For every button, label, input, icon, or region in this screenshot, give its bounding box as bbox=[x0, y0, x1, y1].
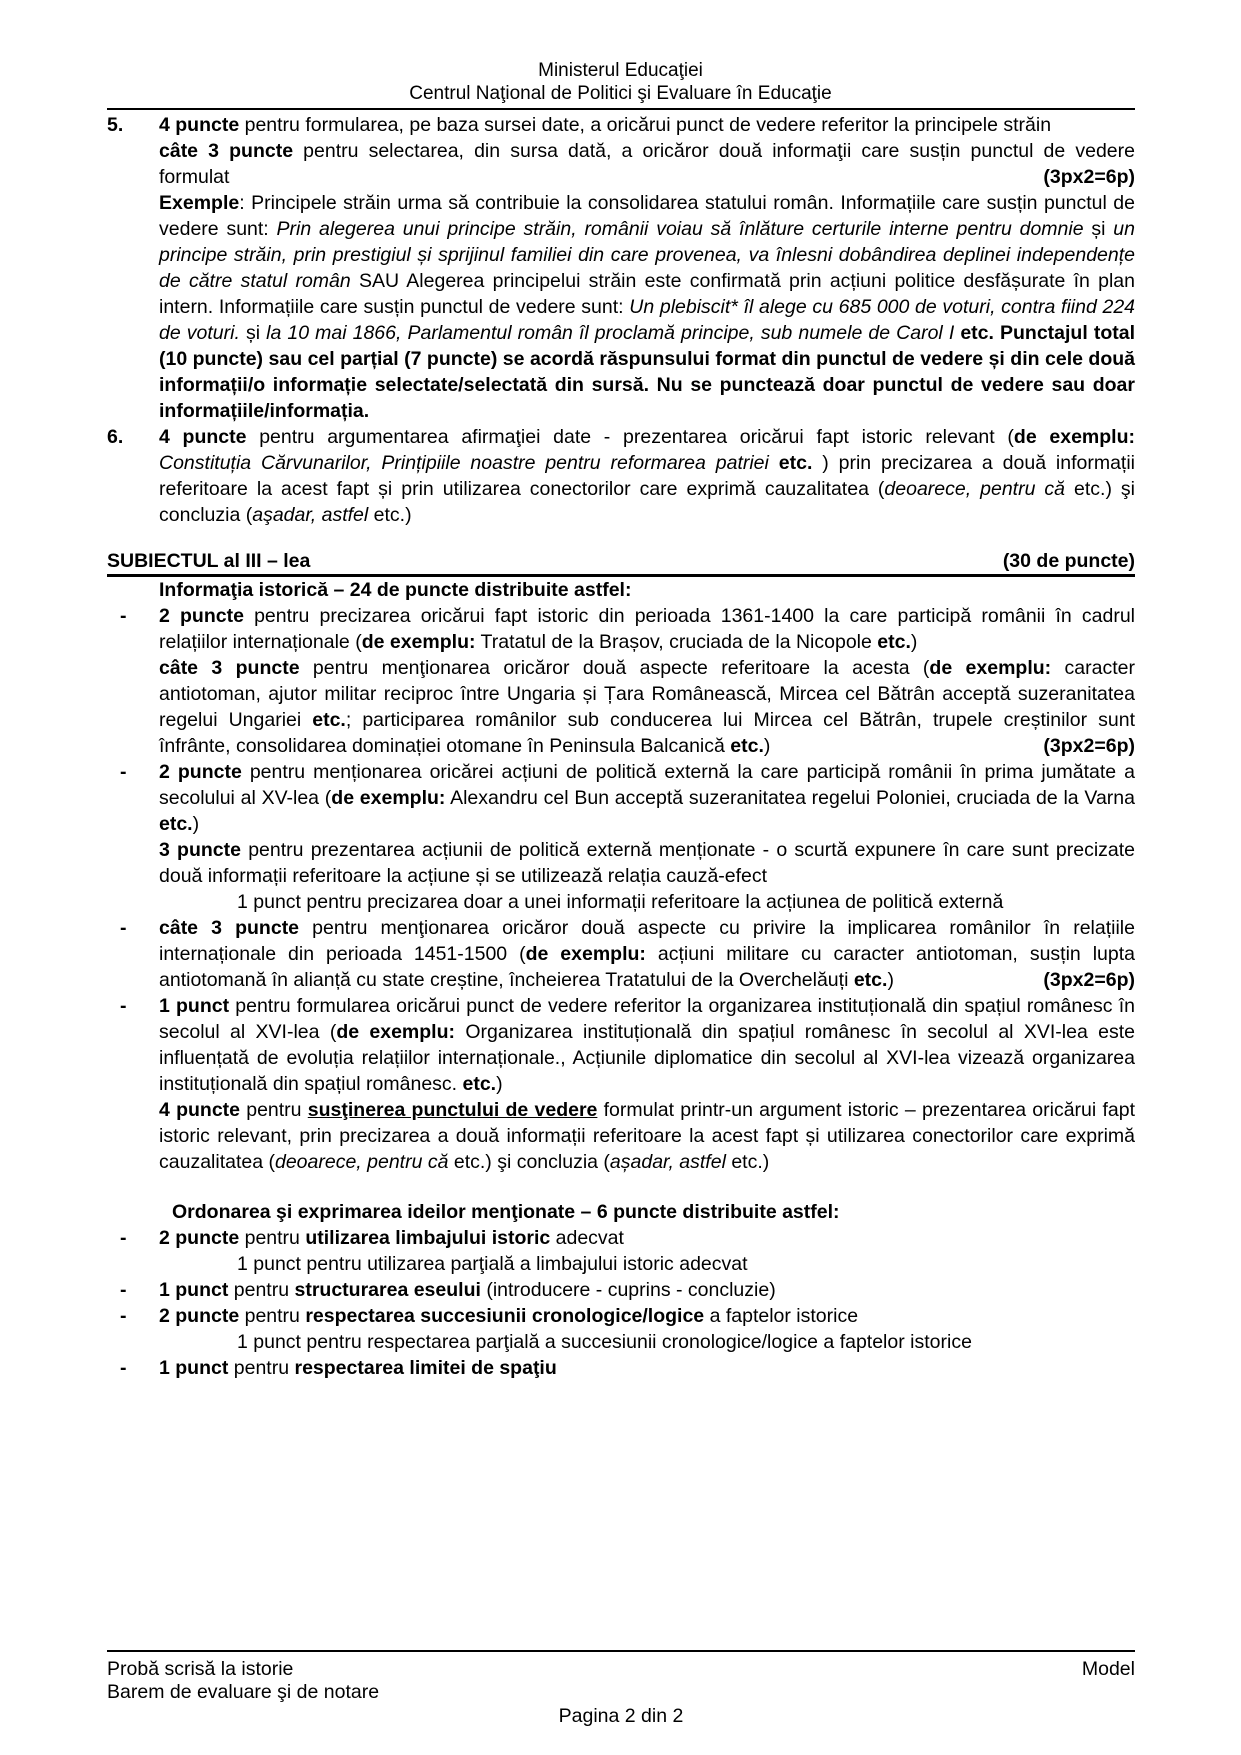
text-block bbox=[107, 190, 1135, 424]
block-text: câte 3 puncte pentru menţionarea oricăror două aspecte cu privire la implicarea românilor în relațiile internaționale din perioada 1451-1500 (de exemplu: acțiuni militare cu caracter antiotoman, susțin lupta antiotomană în alianță cu state creștine, încheierea Tratatului de la Overchelăuți etc.) bbox=[159, 917, 1135, 991]
block-text: câte 3 puncte pentru selectarea, din sursa dată, a oricăror două informaţii care susțin punctul de vedere formulat bbox=[159, 140, 1135, 188]
header-rule bbox=[107, 108, 1135, 110]
text-block bbox=[107, 1225, 1135, 1251]
model-label: Model bbox=[1081, 1658, 1135, 1680]
block-text: SUBIECTUL al III – lea bbox=[107, 550, 311, 572]
block-text: câte 3 puncte pentru menţionarea oricăror două aspecte referitoare la acesta (de exemplu: caracter antiotoman, ajutor militar reciproc între Ungaria și Țara Românească, Mircea cel Bătrân acceptă suzeranitatea regelui Ungariei etc.; participarea românilor sub conducerea lui Mircea cel Bătrân, trupele creștinilor sunt înfrânte, consolidarea dominației otomane în Peninsula Balcanică etc.) bbox=[159, 657, 1135, 757]
block-text: Informaţia istorică – 24 de puncte distribuite astfel: bbox=[159, 579, 632, 601]
block-text: 4 puncte pentru susţinerea punctului de vedere formulat printr-un argument istoric – prezentarea oricărui fapt istoric relevant, prin precizarea a două informații referitoare la acest fapt și utilizarea conectorilor care exprimă cauzalitatea (deoarece, pentru că etc.) şi concluzia (așadar, astfel etc.) bbox=[159, 1099, 1135, 1173]
page-number: Pagina 2 din 2 bbox=[558, 1705, 684, 1727]
scoring-guide-label: Barem de evaluare şi de notare bbox=[107, 1681, 380, 1703]
list-marker: 6. bbox=[107, 426, 124, 448]
block-text: 1 punct pentru respectarea parţială a succesiunii cronologice/logice a faptelor istorice bbox=[237, 1331, 972, 1353]
text-block bbox=[107, 577, 1135, 603]
points-note: (3px2=6p) bbox=[1043, 969, 1135, 991]
spacer bbox=[107, 528, 1135, 548]
list-marker: - bbox=[120, 605, 127, 627]
list-marker: - bbox=[120, 995, 127, 1017]
text-block bbox=[107, 1251, 1135, 1277]
page-footer bbox=[107, 1650, 1135, 1728]
text-block bbox=[107, 1199, 1135, 1225]
text-block bbox=[107, 1355, 1135, 1381]
text-block bbox=[107, 915, 1135, 993]
footer-row bbox=[107, 1658, 1135, 1704]
text-block bbox=[107, 603, 1135, 655]
text-block bbox=[107, 548, 1135, 577]
text-block bbox=[107, 424, 1135, 528]
text-block bbox=[107, 837, 1135, 889]
document-body bbox=[107, 112, 1135, 1381]
list-marker: 5. bbox=[107, 114, 124, 136]
page-header bbox=[0, 0, 1241, 105]
text-block bbox=[107, 138, 1135, 190]
block-text: 4 puncte pentru argumentarea afirmaţiei date - prezentarea oricărui fapt istoric relevant (de exemplu: Constituția Cărvunarilor, Prințipiile noastre pentru reformarea patriei etc. ) prin precizarea a două informații referitoare la acest fapt și prin utilizarea conectorilor care exprimă cauzalitatea (deoarece, pentru că etc.) şi concluzia (aşadar, astfel etc.) bbox=[159, 426, 1136, 526]
list-marker: - bbox=[120, 1279, 127, 1301]
block-text: 2 puncte pentru respectarea succesiunii cronologice/logice a faptelor istorice bbox=[159, 1305, 859, 1327]
text-block bbox=[107, 889, 1135, 915]
block-text: 1 punct pentru precizarea doar a unei informații referitoare la acțiunea de politică externă bbox=[237, 891, 1004, 913]
block-text: 3 puncte pentru prezentarea acțiunii de politică externă menționate - o scurtă expunere în care sunt precizate două informații referitoare la acțiune și se utilizează relația cauză-efect bbox=[159, 839, 1136, 887]
points-note: (30 de puncte) bbox=[1002, 550, 1135, 572]
list-marker: - bbox=[120, 917, 127, 939]
list-marker: - bbox=[120, 1227, 127, 1249]
list-marker: - bbox=[120, 761, 127, 783]
ministry-name: Ministerul Educaţiei bbox=[538, 60, 703, 81]
block-text: Ordonarea şi exprimarea ideilor menţionate – 6 puncte distribuite astfel: bbox=[172, 1201, 840, 1223]
block-text: 1 punct pentru formularea oricărui punct de vedere referitor la organizarea instituțională din spațiul românesc în secolul al XVI-lea (de exemplu: Organizarea instituțională din spațiul românesc în secolul al XVI-lea este influențată de evoluția relațiilor internaționale., Acțiunile diplomatice din secolul al XVI-lea vizează organizarea instituțională din spațiul românesc. etc.) bbox=[159, 995, 1135, 1095]
block-text: Exemple: Principele străin urma să contribuie la consolidarea statului român. Informațiile care susțin punctul de vedere sunt: Prin alegerea unui principe străin, românii voiau să înlăture certurile interne pentru domnie și un principe străin, prin prestigiul și sprijinul familiei din care provenea, va înlesni dobândirea deplinei independențe de către statul român SAU Alegerea principelui străin este confirmată prin acțiuni politice desfășurate în plan intern. Informațiile care susțin punctul de vedere sunt: Un plebiscit* îl alege cu 685 000 de voturi, contra fiind 224 de voturi. și la 10 mai 1866, Parlamentul român îl proclamă principe, sub numele de Carol I etc. Punctajul total (10 puncte) sau cel parțial (7 puncte) se acordă răspunsului format din punctul de vedere și din cele două informații/o informație selectate/selectată din sursă. Nu se punctează doar punctul de vedere sau doar informațiile/informația. bbox=[159, 192, 1136, 422]
center-name: Centrul Naţional de Politici şi Evaluare în Educaţie bbox=[409, 82, 832, 104]
block-text: 1 punct pentru structurarea eseului (introducere - cuprins - concluzie) bbox=[159, 1279, 776, 1301]
exam-type-label: Probă scrisă la istorie bbox=[107, 1658, 294, 1680]
text-block bbox=[107, 1277, 1135, 1303]
text-block bbox=[107, 1097, 1135, 1175]
list-marker: - bbox=[120, 1305, 127, 1327]
block-text: 1 punct pentru utilizarea parţială a limbajului istoric adecvat bbox=[237, 1253, 748, 1275]
spacer bbox=[107, 1175, 1135, 1199]
text-block bbox=[107, 759, 1135, 837]
block-text: 2 puncte pentru utilizarea limbajului istoric adecvat bbox=[159, 1227, 624, 1249]
block-text: 2 puncte pentru menționarea oricărei acțiuni de politică externă la care participă românii în prima jumătate a secolului al XV-lea (de exemplu: Alexandru cel Bun acceptă suzeranitatea regelui Poloniei, cruciada de la Varna etc.) bbox=[159, 761, 1135, 835]
text-block bbox=[107, 112, 1135, 138]
footer-left bbox=[107, 1658, 379, 1704]
text-block bbox=[107, 993, 1135, 1097]
text-block bbox=[107, 1329, 1135, 1355]
text-block bbox=[107, 1303, 1135, 1329]
block-text: 4 puncte pentru formularea, pe baza sursei date, a oricărui punct de vedere referitor la principele străin bbox=[159, 114, 1052, 136]
list-marker: - bbox=[120, 1357, 127, 1379]
text-block bbox=[107, 655, 1135, 759]
points-note: (3px2=6p) bbox=[1043, 166, 1135, 188]
block-text: 1 punct pentru respectarea limitei de spaţiu bbox=[159, 1357, 557, 1379]
block-text: 2 puncte pentru precizarea oricărui fapt istoric din perioada 1361-1400 la care participă românii în cadrul relațiilor internaționale (de exemplu: Tratatul de la Brașov, cruciada de la Nicopole etc.) bbox=[159, 605, 1135, 653]
points-note: (3px2=6p) bbox=[1043, 735, 1135, 757]
